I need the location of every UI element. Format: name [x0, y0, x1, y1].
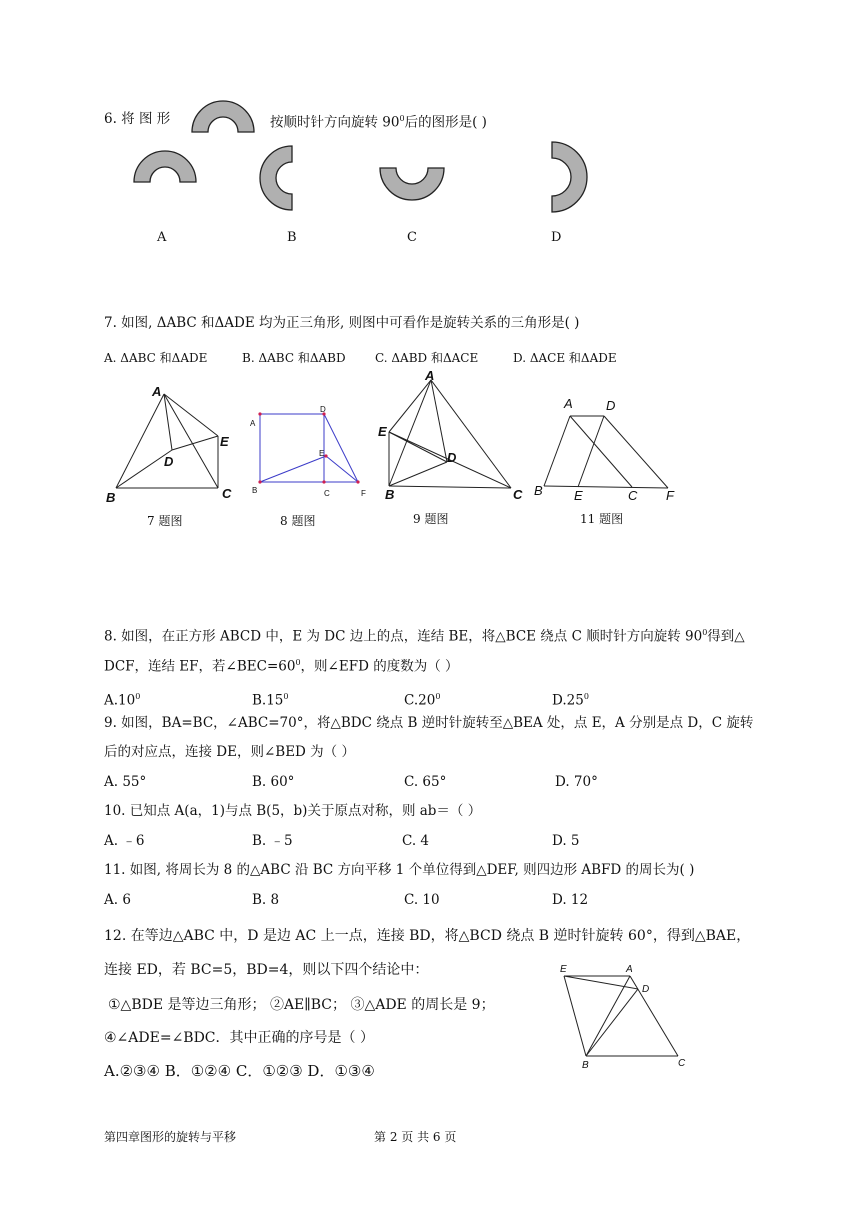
q6-option-b-shape: [260, 146, 292, 210]
q9-option-a: A. 55°: [104, 774, 147, 790]
fig12-label-a: A: [626, 964, 633, 975]
fig8-label-d: D: [320, 405, 326, 414]
q6-prefix: 6. 将 图 形: [104, 111, 171, 127]
q11-option-a: A. 6: [104, 892, 131, 908]
fig7-label-a: A: [152, 384, 162, 399]
q6-option-a: A: [157, 230, 167, 245]
q12-line1: 12. 在等边△ABC 中，D 是边 AC 上一点，连接 BD，将△BCD 绕点 B 逆时针旋转 60°，得到△BAE，: [104, 928, 751, 944]
figure-7: [100, 380, 240, 510]
q12-line2: 连接 ED，若 BC=5，BD=4，则以下四个结论中：: [104, 962, 429, 978]
fig11-label-b: B: [534, 483, 543, 498]
caption-fig11: 11 题图: [580, 512, 624, 526]
q11-option-d: D. 12: [552, 892, 589, 908]
fig12-label-c: C: [678, 1058, 686, 1069]
q9-option-b: B. 60°: [252, 774, 295, 790]
figure-11: [530, 394, 690, 506]
q7-option-d: D. ΔACE 和ΔADE: [513, 351, 617, 365]
fig9-label-a: A: [425, 368, 435, 383]
q6-suffix: 按顺时针方向旋转 $90^0$后的图形是( ): [270, 114, 487, 131]
fig11-label-a: A: [564, 396, 573, 411]
q8-option-d: $D.25^0$: [552, 692, 589, 709]
fig8-label-e: E: [319, 449, 325, 458]
fig11-label-e: E: [574, 488, 583, 503]
q12-options: A.②③④ B．①②④ C．①②③ D．①③④: [104, 1062, 375, 1080]
q10-option-d: D. 5: [552, 833, 580, 849]
fig8-label-f: F: [361, 489, 366, 498]
q9-option-d: D. 70°: [555, 774, 598, 790]
fig8-label-c: C: [324, 489, 330, 498]
fig9-label-c: C: [513, 487, 523, 502]
q11-option-b: B. 8: [252, 892, 280, 908]
figure-8: [246, 400, 376, 504]
fig9-label-b: B: [385, 487, 395, 502]
q8-option-c: $C.20^0$: [404, 692, 441, 709]
footer-left: 第四章图形的旋转与平移: [104, 1130, 237, 1144]
q11-option-c: C. 10: [404, 892, 440, 908]
fig11-label-f: F: [666, 488, 674, 503]
q6-original-shape: [188, 100, 258, 136]
q6-options-figure: [120, 140, 620, 220]
q9-line2: 后的对应点，连接 DE，则∠BED 为（ ）: [104, 744, 355, 760]
figure-9: [375, 368, 535, 508]
caption-fig9: 9 题图: [413, 512, 449, 526]
q10-stem: 10. 已知点 A(a，1)与点 B(5，b)关于原点对称，则 ab＝（ ）: [104, 803, 482, 819]
q7-option-a: A. ΔABC 和ΔADE: [104, 351, 208, 365]
fig7-label-e: E: [220, 434, 229, 449]
fig8-label-b: B: [252, 486, 258, 495]
q9-option-c: C. 65°: [404, 774, 447, 790]
q8-option-b: $B.15^0$: [252, 692, 289, 709]
q7-option-b: B. ΔABC 和ΔABD: [242, 351, 346, 365]
footer-page-number: 第 2 页 共 6 页: [374, 1130, 457, 1144]
fig11-label-d: D: [606, 398, 616, 413]
fig12-label-d: D: [642, 984, 650, 995]
q6-option-d: D: [551, 230, 562, 245]
fig12-label-e: E: [560, 964, 567, 975]
fig12-label-b: B: [582, 1060, 589, 1071]
q11-stem: 11. 如图, 将周长为 8 的△ABC 沿 BC 方向平移 1 个单位得到△DEF, 则四边形 ABFD 的周长为( ): [104, 862, 695, 878]
fig9-label-d: D: [447, 450, 457, 465]
fig9-label-e: E: [378, 424, 387, 439]
q8-option-a: $A.10^0$: [104, 692, 141, 709]
q8-line2: DCF，连结 EF，若$\angle BEC=60^0$，则∠EFD 的度数为（ ）: [104, 658, 459, 675]
fig11-label-c: C: [628, 488, 638, 503]
q6-option-d-shape: [552, 142, 587, 212]
q10-option-a: A. ﹣6: [104, 833, 145, 849]
q10-option-c: C. 4: [402, 833, 430, 849]
q9-line1: 9. 如图，BA=BC，∠ABC=70°，将△BDC 绕点 B 逆时针旋转至△BEA 处，点 E，A 分别是点 D，C 旋转: [104, 715, 754, 731]
q7-option-c: C. ΔABD 和ΔACE: [375, 351, 479, 365]
q12-line3: ①△BDE 是等边三角形； ②AE∥BC； ③△ADE 的周长是 9；: [108, 997, 495, 1013]
q7-stem: 7. 如图, ΔABC 和ΔADE 均为正三角形, 则图中可看作是旋转关系的三角形是( ): [104, 315, 580, 331]
fig7-label-c: C: [222, 486, 232, 501]
q8-line1: 8. 如图，在正方形 ABCD 中，E 为 DC 边上的点，连结 BE，将△BCE 绕点 C 顺时针方向旋转 $90^0$得到△: [104, 628, 745, 645]
q10-option-b: B. ﹣5: [252, 833, 293, 849]
fig8-label-a: A: [250, 419, 256, 428]
q6-option-c-shape: [380, 168, 444, 200]
q6-option-a-shape: [134, 151, 196, 182]
q12-line4: ④∠ADE=∠BDC．其中正确的序号是（ ）: [104, 1030, 374, 1046]
figure-12: [552, 956, 702, 1074]
q6-option-b: B: [287, 230, 297, 245]
caption-fig8: 8 题图: [280, 514, 316, 528]
caption-fig7: 7 题图: [147, 514, 183, 528]
q6-option-c: C: [407, 230, 417, 245]
fig7-label-b: B: [106, 490, 116, 505]
fig7-label-d: D: [164, 454, 174, 469]
